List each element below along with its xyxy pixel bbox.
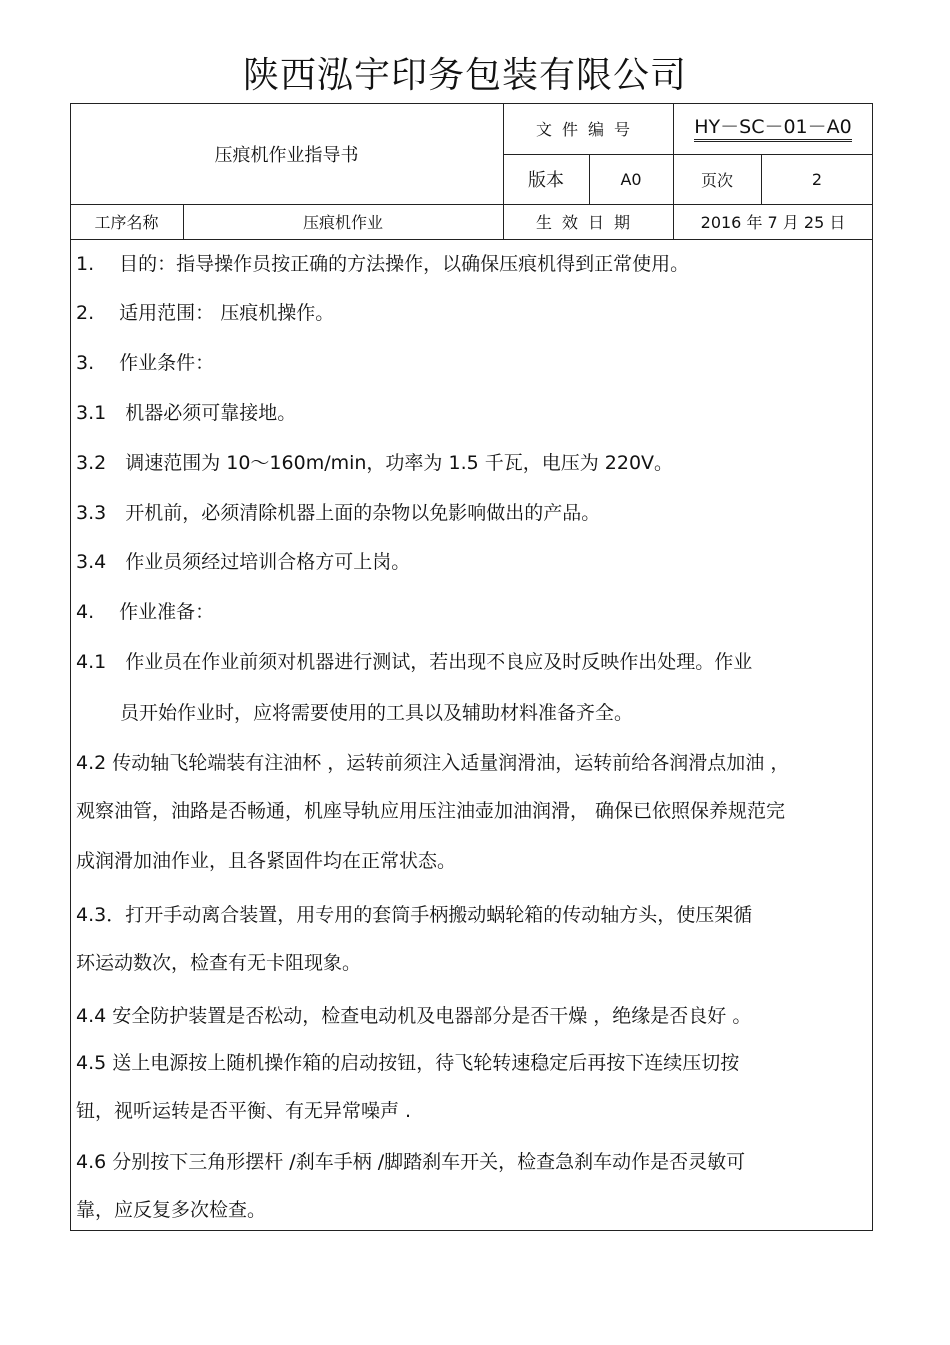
body-line-3-1: 3.1 机器必须可靠接地。 — [76, 402, 297, 424]
body-line-4-4: 4.4 安全防护装置是否松动，检查电动机及电器部分是否干燥 ，绝缘是否良好 。 — [76, 1005, 752, 1027]
body-line-4: 4. 作业准备： — [76, 601, 215, 623]
doc-no-label: 文件编号 — [535, 120, 640, 139]
process-value-cell — [183, 204, 503, 239]
body-line-3: 3. 作业条件： — [76, 352, 215, 374]
body-line-4-3a: 4.3．打开手动离合装置，用专用的套筒手柄搬动蜗轮箱的传动轴方头，使压架循 — [76, 904, 753, 926]
body-line-1: 1. 目的：指导操作员按正确的方法操作，以确保压痕机得到正常使用。 — [76, 253, 690, 275]
body-line-4-5b: 钮，视听运转是否平衡、有无异常噪声 . — [76, 1100, 412, 1122]
body-line-3-4: 3.4 作业员须经过培训合格方可上岗。 — [76, 551, 411, 573]
body-line-4-3b: 环运动数次，检查有无卡阻现象。 — [76, 952, 362, 974]
effective-label: 生效日期 — [535, 213, 640, 232]
body-line-4-6a: 4.6 分别按下三角形摆杆 /刹车手柄 /脚踏刹车开关，检查急刹车动作是否灵敏可 — [76, 1151, 746, 1173]
doc-no-label-cell — [503, 103, 673, 154]
effective-value-cell — [673, 204, 873, 239]
body-line-3-2: 3.2 调速范围为 10～160m/min，功率为 1.5 千瓦，电压为 220V。 — [76, 452, 674, 474]
version-value-cell — [589, 154, 673, 204]
body-line-4-1a: 4.1 作业员在作业前须对机器进行测试，若出现不良应及时反映作出处理。作业 — [76, 651, 753, 673]
body-line-2: 2. 适用范围： 压痕机操作。 — [76, 302, 335, 324]
body-line-4-2a: 4.2 传动轴飞轮端装有注油杯 ，运转前须注入适量润滑油，运转前给各润滑点加油 ， — [76, 752, 790, 774]
doc-title: 压痕机作业指导书 — [214, 144, 359, 166]
effective-date: 2016 年 7 月 25 日 — [700, 213, 846, 232]
doc-no-value-cell — [673, 103, 873, 154]
page-label-cell — [673, 154, 761, 204]
page-label: 页次 — [700, 170, 733, 190]
body-line-3-3: 3.3 开机前，必须清除机器上面的杂物以免影响做出的产品。 — [76, 502, 601, 524]
page-value-cell — [761, 154, 873, 204]
process-label: 工序名称 — [94, 213, 159, 232]
process-label-cell — [70, 204, 183, 239]
doc-title-cell — [70, 103, 503, 204]
doc-no-value: HY－SC－01－A0 — [694, 116, 851, 142]
body-line-4-2b: 观察油管，油路是否畅通，机座导轨应用压注油壶加油润滑， 确保已依照保养规范完 — [76, 800, 786, 822]
company-name: 陕西泓宇印务包装有限公司 — [242, 55, 687, 96]
version-label: 版本 — [528, 170, 564, 191]
body-line-4-2c: 成润滑加油作业，且各紧固件均在正常状态。 — [76, 850, 457, 872]
page-value: 2 — [811, 169, 823, 189]
version-value: A0 — [620, 169, 642, 189]
body-line-4-5a: 4.5 送上电源按上随机操作箱的启动按钮，待飞轮转速稳定后再按下连续压切按 — [76, 1052, 740, 1074]
effective-label-cell — [503, 204, 673, 239]
process-value: 压痕机作业 — [302, 213, 383, 232]
body-line-4-1b: 员开始作业时，应将需要使用的工具以及辅助材料准备齐全。 — [76, 702, 634, 724]
body-line-4-6b: 靠，应反复多次检查。 — [76, 1199, 267, 1221]
version-label-cell — [503, 154, 589, 204]
grid-line — [70, 239, 873, 240]
